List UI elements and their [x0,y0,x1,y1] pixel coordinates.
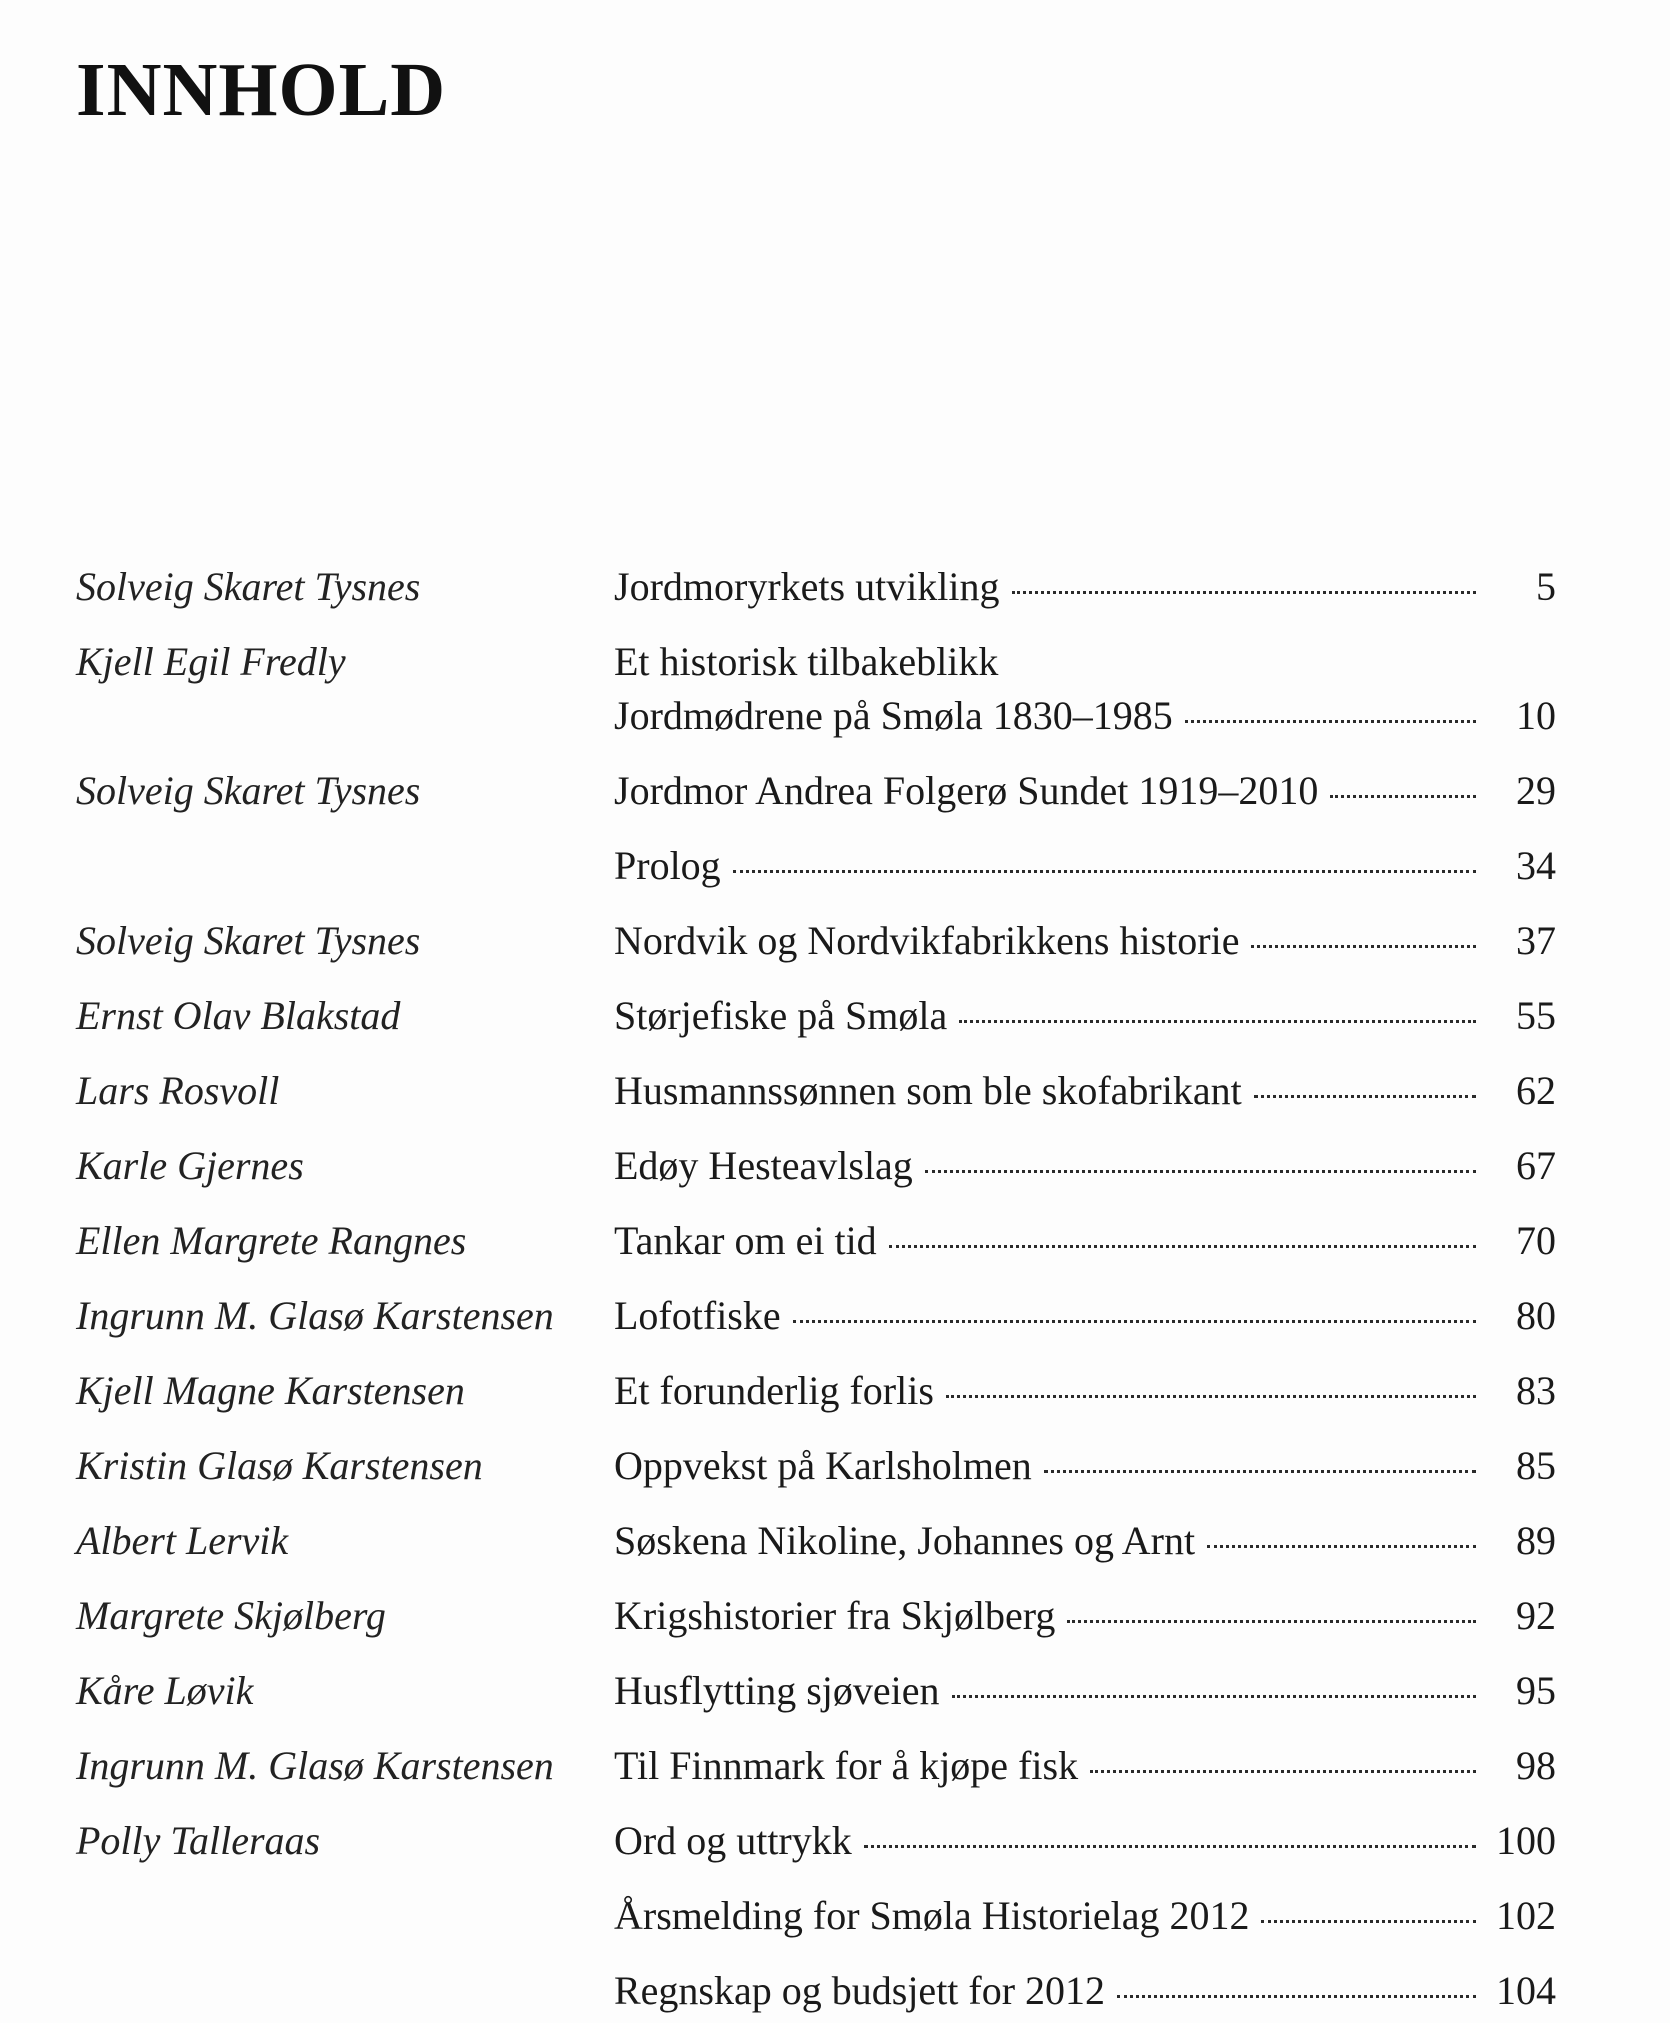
toc-entry [76,1439,1556,1514]
toc-author: Ingrunn M. Glasø Karstensen [76,1743,554,1788]
toc-entry [76,1214,1556,1289]
toc-title-block [614,764,1556,818]
toc-title-line [614,635,1556,689]
toc-page-number: 95 [1516,1668,1556,1713]
toc-page-number: 37 [1516,918,1556,963]
toc-title-block [614,1214,1556,1268]
toc-page-number: 70 [1516,1218,1556,1263]
toc-title-line [614,1964,1556,2018]
dot-leader [864,1845,1476,1848]
toc-entry [76,1739,1556,1814]
toc-title-line [614,1664,1556,1718]
dot-leader [1330,795,1476,798]
toc-author: Kjell Egil Fredly [76,639,346,684]
dot-leader [1185,720,1476,723]
toc-entry [76,989,1556,1064]
toc-author: Ellen Margrete Rangnes [76,1218,467,1263]
dot-leader [1090,1770,1476,1773]
dot-leader [1067,1620,1476,1623]
dot-leader [1251,945,1476,948]
toc-author: Solveig Skaret Tysnes [76,918,421,963]
toc-title-line [614,1739,1556,1793]
toc-title: Et historisk tilbakeblikk [614,639,999,684]
toc-title-block [614,1589,1556,1643]
toc-author: Kristin Glasø Karstensen [76,1443,483,1488]
toc-title: Årsmelding for Smøla Historielag 2012 [614,1893,1250,1938]
toc-title-line [614,1514,1556,1568]
toc-page-number: 10 [1516,693,1556,738]
toc-title-line [614,1364,1556,1418]
toc-title-block [614,1889,1556,1943]
toc-page-number: 62 [1516,1068,1556,1113]
toc-title-line [614,1139,1556,1193]
toc-title-block [614,914,1556,968]
toc-entry [76,1814,1556,1889]
toc-title-block [614,1964,1556,2018]
toc-title: Nordvik og Nordvikfabrikkens historie [614,918,1240,963]
toc-title-block [614,989,1556,1043]
toc-title: Jordmoryrkets utvikling [614,564,1000,609]
toc-page-number: 89 [1516,1518,1556,1563]
dot-leader [793,1320,1476,1323]
toc-title: Til Finnmark for å kjøpe fisk [614,1743,1079,1788]
toc-author: Kåre Løvik [76,1668,254,1713]
toc-title: Husflytting sjøveien [614,1668,940,1713]
toc-entry [76,1589,1556,1664]
dot-leader [1254,1095,1476,1098]
toc-title-block [614,1439,1556,1493]
toc-title-line [614,1214,1556,1268]
toc-author: Margrete Skjølberg [76,1593,386,1638]
toc-entry [76,1139,1556,1214]
dot-leader [959,1020,1476,1023]
toc-entry [76,764,1556,839]
toc-title-line [614,839,1556,893]
toc-page-number: 85 [1516,1443,1556,1488]
toc-author: Solveig Skaret Tysnes [76,768,421,813]
toc-title-line [614,560,1556,614]
toc-title-block [614,1814,1556,1868]
toc-author: Albert Lervik [76,1518,289,1563]
toc-page-number: 55 [1516,993,1556,1038]
toc-page-number: 98 [1516,1743,1556,1788]
toc-title: Husmannssønnen som ble skofabrikant [614,1068,1242,1113]
dot-leader [1012,591,1476,594]
toc-page-number: 67 [1516,1143,1556,1188]
toc-author: Lars Rosvoll [76,1068,280,1113]
toc-title-block [614,839,1556,893]
toc-title: Søskena Nikoline, Johannes og Arnt [614,1518,1196,1563]
toc-title: Ord og uttrykk [614,1818,852,1863]
toc-title-line [614,1589,1556,1643]
dot-leader [1117,1995,1476,1998]
dot-leader [1261,1920,1476,1923]
toc-page-number: 34 [1516,843,1556,888]
toc-title: Prolog [614,843,721,888]
toc-title-line [614,1289,1556,1343]
toc-title: Edøy Hesteavlslag [614,1143,913,1188]
toc-title-block [614,1364,1556,1418]
toc-author: Ernst Olav Blakstad [76,993,401,1038]
toc-page-number: 29 [1516,768,1556,813]
toc-title-block [614,1064,1556,1118]
toc-title-line [614,689,1556,743]
toc-entry [76,1289,1556,1364]
toc-author: Karle Gjernes [76,1143,304,1188]
toc-title-block [614,1514,1556,1568]
toc-title-line [614,1439,1556,1493]
toc-title: Et forunderlig forlis [614,1368,934,1413]
toc-page-number: 5 [1536,564,1556,609]
toc-title-block [614,1739,1556,1793]
toc-author: Solveig Skaret Tysnes [76,564,421,609]
toc-entry [76,1364,1556,1439]
toc-page-number: 83 [1516,1368,1556,1413]
toc-entry [76,839,1556,914]
toc-page-number: 100 [1496,1818,1556,1863]
toc-title-block [614,1664,1556,1718]
toc-entry [76,1889,1556,1964]
toc-title-block [614,1289,1556,1343]
dot-leader [952,1695,1476,1698]
toc-title: Jordmor Andrea Folgerø Sundet 1919–2010 [614,768,1319,813]
toc-page-number: 102 [1496,1893,1556,1938]
dot-leader [925,1170,1476,1173]
dot-leader [1044,1470,1476,1473]
toc-title-line [614,1889,1556,1943]
dot-leader [733,870,1476,873]
toc-entry [76,1064,1556,1139]
toc-page-number: 104 [1496,1968,1556,2013]
dot-leader [889,1245,1476,1248]
page-title: INNHOLD [76,48,447,132]
toc-title: Tankar om ei tid [614,1218,877,1263]
table-of-contents [76,560,1556,2039]
toc-title-block [614,560,1556,614]
toc-title: Krigshistorier fra Skjølberg [614,1593,1056,1638]
toc-entry [76,1514,1556,1589]
toc-title-line [614,764,1556,818]
toc-title-block [614,1139,1556,1193]
toc-author: Polly Talleraas [76,1818,321,1863]
toc-title-line [614,989,1556,1043]
toc-entry [76,1664,1556,1739]
toc-title-line [614,914,1556,968]
toc-title-block [614,635,1556,743]
toc-title: Størjefiske på Smøla [614,993,948,1038]
toc-title: Regnskap og budsjett for 2012 [614,1968,1106,2013]
toc-author: Kjell Magne Karstensen [76,1368,465,1413]
toc-title: Jordmødrene på Smøla 1830–1985 [614,693,1173,738]
toc-entry [76,560,1556,635]
dot-leader [946,1395,1476,1398]
toc-page-number: 80 [1516,1293,1556,1338]
toc-author: Ingrunn M. Glasø Karstensen [76,1293,554,1338]
toc-entry [76,635,1556,764]
toc-title: Oppvekst på Karlsholmen [614,1443,1032,1488]
dot-leader [1207,1545,1476,1548]
toc-entry [76,914,1556,989]
toc-page-number: 92 [1516,1593,1556,1638]
toc-title: Lofotfiske [614,1293,781,1338]
toc-title-line [614,1814,1556,1868]
toc-entry [76,1964,1556,2039]
toc-title-line [614,1064,1556,1118]
